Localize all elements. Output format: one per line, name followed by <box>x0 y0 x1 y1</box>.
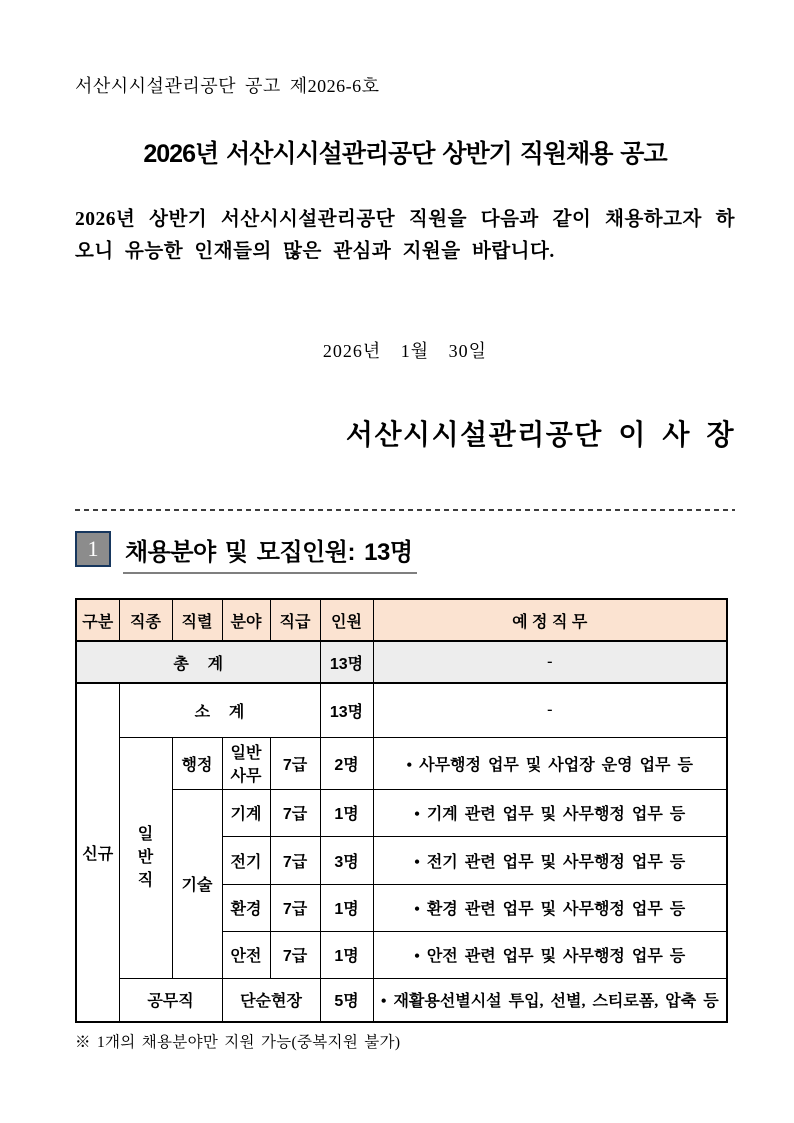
announcement-date: 2026년 1월 30일 <box>322 341 488 362</box>
col-header-jikryeol: 직렬 <box>172 599 222 641</box>
cell-inwon: 1명 <box>320 789 373 836</box>
cell-inwon: 1명 <box>320 884 373 931</box>
cell-inwon: 5명 <box>320 978 373 1022</box>
table-row-gongmu <box>76 978 727 1022</box>
col-header-inwon: 인원 <box>320 599 373 641</box>
cell-jikgeup: 7급 <box>270 884 320 931</box>
intro-paragraph: 2026년 상반기 서산시시설관리공단 직원을 다음과 같이 채용하고자 하오니 유능한 인재들의 많은 관심과 지원을 바랍니다. <box>75 209 735 262</box>
cell-bunya: 일반사무 <box>222 737 270 789</box>
table-header-row <box>76 599 727 641</box>
cell-inwon: 2명 <box>320 737 373 789</box>
total-duty: - <box>373 641 727 683</box>
cell-jikgeup: 7급 <box>270 836 320 884</box>
table-row-total <box>76 641 727 683</box>
cell-bunya: 전기 <box>222 836 270 884</box>
cell-bunya: 안전 <box>222 931 270 978</box>
gubun-new-cell: 신규 <box>76 683 119 1022</box>
col-header-jikjong: 직종 <box>119 599 172 641</box>
footnote: ※ 1개의 채용분야만 지원 가능(중복지원 불가) <box>75 1034 401 1052</box>
table-row <box>76 789 727 836</box>
jikryeol-tech-cell: 기술 <box>172 789 222 978</box>
jikjong-general-label: 일반직 <box>137 825 154 890</box>
subtotal-label: 소 계 <box>119 683 320 737</box>
cell-jikgeup: 7급 <box>270 737 320 789</box>
jikjong-general-cell <box>119 737 172 978</box>
cell-jikryeol: 행정 <box>172 737 222 789</box>
dashed-divider <box>75 509 735 511</box>
cell-duty: • 사무행정 업무 및 사업장 운영 업무 등 <box>373 737 727 789</box>
cell-inwon: 1명 <box>320 931 373 978</box>
section-1-header <box>75 531 735 574</box>
subtotal-count: 13명 <box>320 683 373 737</box>
page-title: 2026년 서산시시설관리공단 상반기 직원채용 공고 <box>143 140 667 168</box>
gongmu-bunya-cell: 단순현장 <box>222 978 320 1022</box>
cell-jikgeup: 7급 <box>270 931 320 978</box>
cell-duty: • 안전 관련 업무 및 사무행정 업무 등 <box>373 931 727 978</box>
cell-inwon: 3명 <box>320 836 373 884</box>
section-title: 채용분야 및 모집인원: 13명 <box>123 531 417 574</box>
total-count: 13명 <box>320 641 373 683</box>
cell-duty: • 전기 관련 업무 및 사무행정 업무 등 <box>373 836 727 884</box>
gongmu-jikjong-cell: 공무직 <box>119 978 222 1022</box>
total-label: 총 계 <box>76 641 320 683</box>
col-header-jikgeup: 직급 <box>270 599 320 641</box>
recruitment-table <box>75 598 728 1023</box>
section-number-badge: 1 <box>75 531 111 567</box>
cell-duty: • 기계 관련 업무 및 사무행정 업무 등 <box>373 789 727 836</box>
col-header-gubun: 구분 <box>76 599 119 641</box>
table-row <box>76 737 727 789</box>
doc-number: 서산시시설관리공단 공고 제2026-6호 <box>75 76 380 96</box>
cell-bunya: 환경 <box>222 884 270 931</box>
cell-jikgeup: 7급 <box>270 789 320 836</box>
signature-line: 서산시시설관리공단 이 사 장 <box>345 420 735 452</box>
col-header-bunya: 분야 <box>222 599 270 641</box>
subtotal-duty: - <box>373 683 727 737</box>
cell-duty: • 재활용선별시설 투입, 선별, 스티로폼, 압축 등 <box>373 978 727 1022</box>
col-header-duty: 예 정 직 무 <box>373 599 727 641</box>
cell-bunya: 기계 <box>222 789 270 836</box>
cell-duty: • 환경 관련 업무 및 사무행정 업무 등 <box>373 884 727 931</box>
table-row-subtotal <box>76 683 727 737</box>
